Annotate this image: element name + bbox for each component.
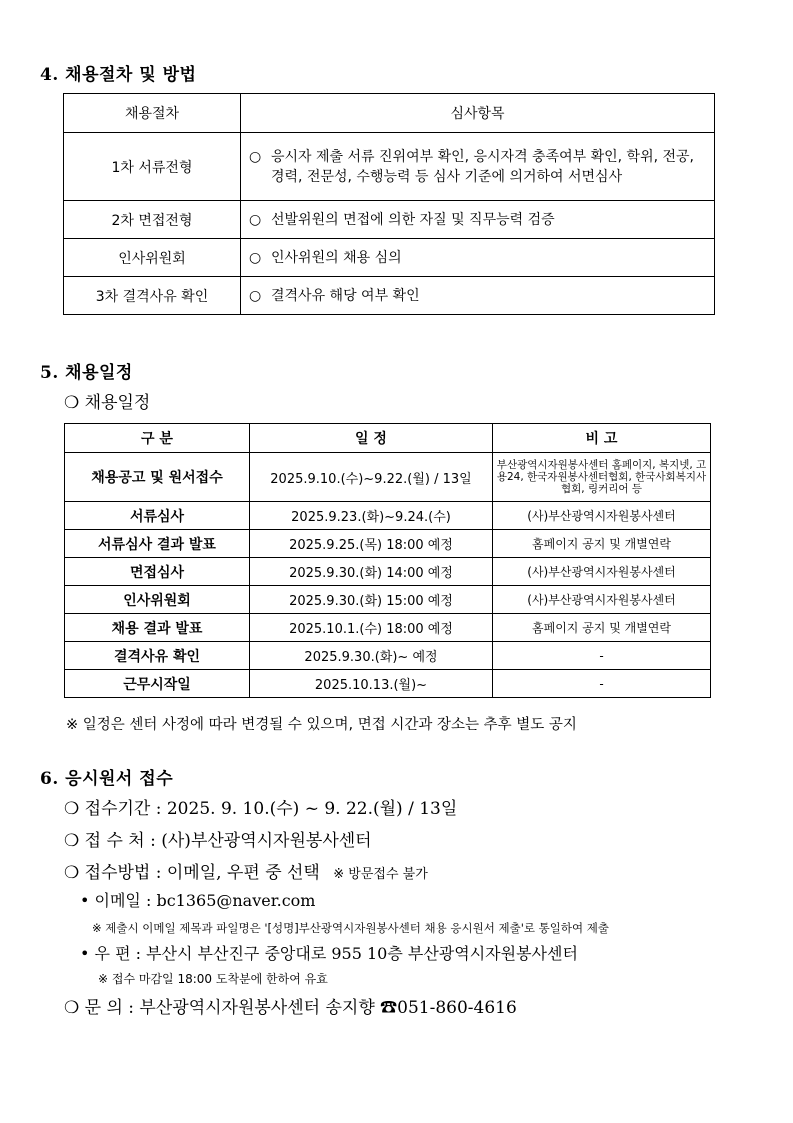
table-row: [65, 642, 711, 670]
date-cell: 2025.9.25.(목) 18:00 예정: [250, 530, 493, 558]
application-method: ❍ 접수방법 : 이메일, 우편 중 선택 ※ 방문접수 불가: [64, 863, 428, 883]
item-cell: 면접심사: [65, 558, 250, 586]
header-note: 비 고: [493, 424, 711, 453]
detail-cell: ○ 인사위원의 채용 심의: [241, 239, 715, 277]
item-cell: 채용공고 및 원서접수: [65, 453, 250, 502]
item-cell: 인사위원회: [65, 586, 250, 614]
table-row: [64, 133, 715, 201]
table-header-row: [64, 94, 715, 133]
detail-cell: ○ 결격사유 해당 여부 확인: [241, 277, 715, 315]
contact-line: ❍ 문 의 : 부산광역시자원봉사센터 송지향 ☎051-860-4616: [64, 998, 517, 1018]
schedule-footnote: ※ 일정은 센터 사정에 따라 변경될 수 있으며, 면접 시간과 장소는 추후 별도 공지: [66, 717, 577, 733]
item-cell: 서류심사 결과 발표: [65, 530, 250, 558]
section4-heading: 4. 채용절차 및 방법: [40, 65, 197, 85]
table-header-row: [65, 424, 711, 453]
step-cell: 3차 결격사유 확인: [64, 277, 241, 315]
application-place: ❍ 접 수 처 : (사)부산광역시자원봉사센터: [64, 831, 372, 851]
date-cell: 2025.10.13.(월)~: [250, 670, 493, 698]
item-cell: 결격사유 확인: [65, 642, 250, 670]
table-row: [65, 670, 711, 698]
note-cell: -: [493, 642, 711, 670]
table-row: [65, 614, 711, 642]
date-cell: 2025.10.1.(수) 18:00 예정: [250, 614, 493, 642]
method-note: ※ 방문접수 불가: [333, 867, 428, 882]
header-date: 일 정: [250, 424, 493, 453]
table-row: [64, 239, 715, 277]
note-cell: (사)부산광역시자원봉사센터: [493, 502, 711, 530]
date-cell: 2025.9.30.(화)~ 예정: [250, 642, 493, 670]
header-item: 구 분: [65, 424, 250, 453]
email-note: ※ 제출시 이메일 제목과 파일명은 '[성명]부산광역시자원봉사센터 채용 응시원서 제출'로 통일하여 제출: [92, 921, 609, 935]
table-row: [65, 502, 711, 530]
section6-heading: 6. 응시원서 접수: [40, 769, 174, 789]
schedule-subheading: ❍ 채용일정: [64, 393, 151, 413]
detail-cell: ○ 응시자 제출 서류 진위여부 확인, 응시자격 충족여부 확인, 학위, 전공, 경력, 전문성, 수행능력 등 심사 기준에 의거하여 서면심사: [241, 133, 715, 201]
table-row: [64, 277, 715, 315]
table-row: [65, 586, 711, 614]
table-row: [65, 530, 711, 558]
table-row: [64, 201, 715, 239]
note-cell: (사)부산광역시자원봉사센터: [493, 586, 711, 614]
section5-heading: 5. 채용일정: [40, 363, 133, 383]
item-cell: 근무시작일: [65, 670, 250, 698]
table-row: [65, 558, 711, 586]
header-step: 채용절차: [64, 94, 241, 133]
email-line: • 이메일 : bc1365@naver.com: [80, 891, 316, 910]
step-cell: 인사위원회: [64, 239, 241, 277]
item-cell: 서류심사: [65, 502, 250, 530]
date-cell: 2025.9.30.(화) 14:00 예정: [250, 558, 493, 586]
post-note: ※ 접수 마감일 18:00 도착분에 한하여 유효: [98, 972, 328, 986]
item-cell: 채용 결과 발표: [65, 614, 250, 642]
table-row: [65, 453, 711, 502]
note-cell: 부산광역시자원봉사센터 홈페이지, 복지넷, 고용24, 한국자원봉사센터협회, 한국사회복지사협회, 링커리어 등: [493, 453, 711, 502]
note-cell: 홈페이지 공지 및 개별연락: [493, 530, 711, 558]
application-period: ❍ 접수기간 : 2025. 9. 10.(수) ~ 9. 22.(월) / 13일: [64, 799, 458, 819]
date-cell: 2025.9.10.(수)~9.22.(월) / 13일: [250, 453, 493, 502]
post-line: • 우 편 : 부산시 부산진구 중앙대로 955 10층 부산광역시자원봉사센터: [80, 944, 578, 963]
step-cell: 1차 서류전형: [64, 133, 241, 201]
header-detail: 심사항목: [241, 94, 715, 133]
date-cell: 2025.9.30.(화) 15:00 예정: [250, 586, 493, 614]
date-cell: 2025.9.23.(화)~9.24.(수): [250, 502, 493, 530]
note-cell: (사)부산광역시자원봉사센터: [493, 558, 711, 586]
note-cell: 홈페이지 공지 및 개별연락: [493, 614, 711, 642]
note-cell: -: [493, 670, 711, 698]
schedule-table: [64, 423, 711, 698]
detail-cell: ○ 선발위원의 면접에 의한 자질 및 직무능력 검증: [241, 201, 715, 239]
procedure-table: [63, 93, 715, 315]
step-cell: 2차 면접전형: [64, 201, 241, 239]
